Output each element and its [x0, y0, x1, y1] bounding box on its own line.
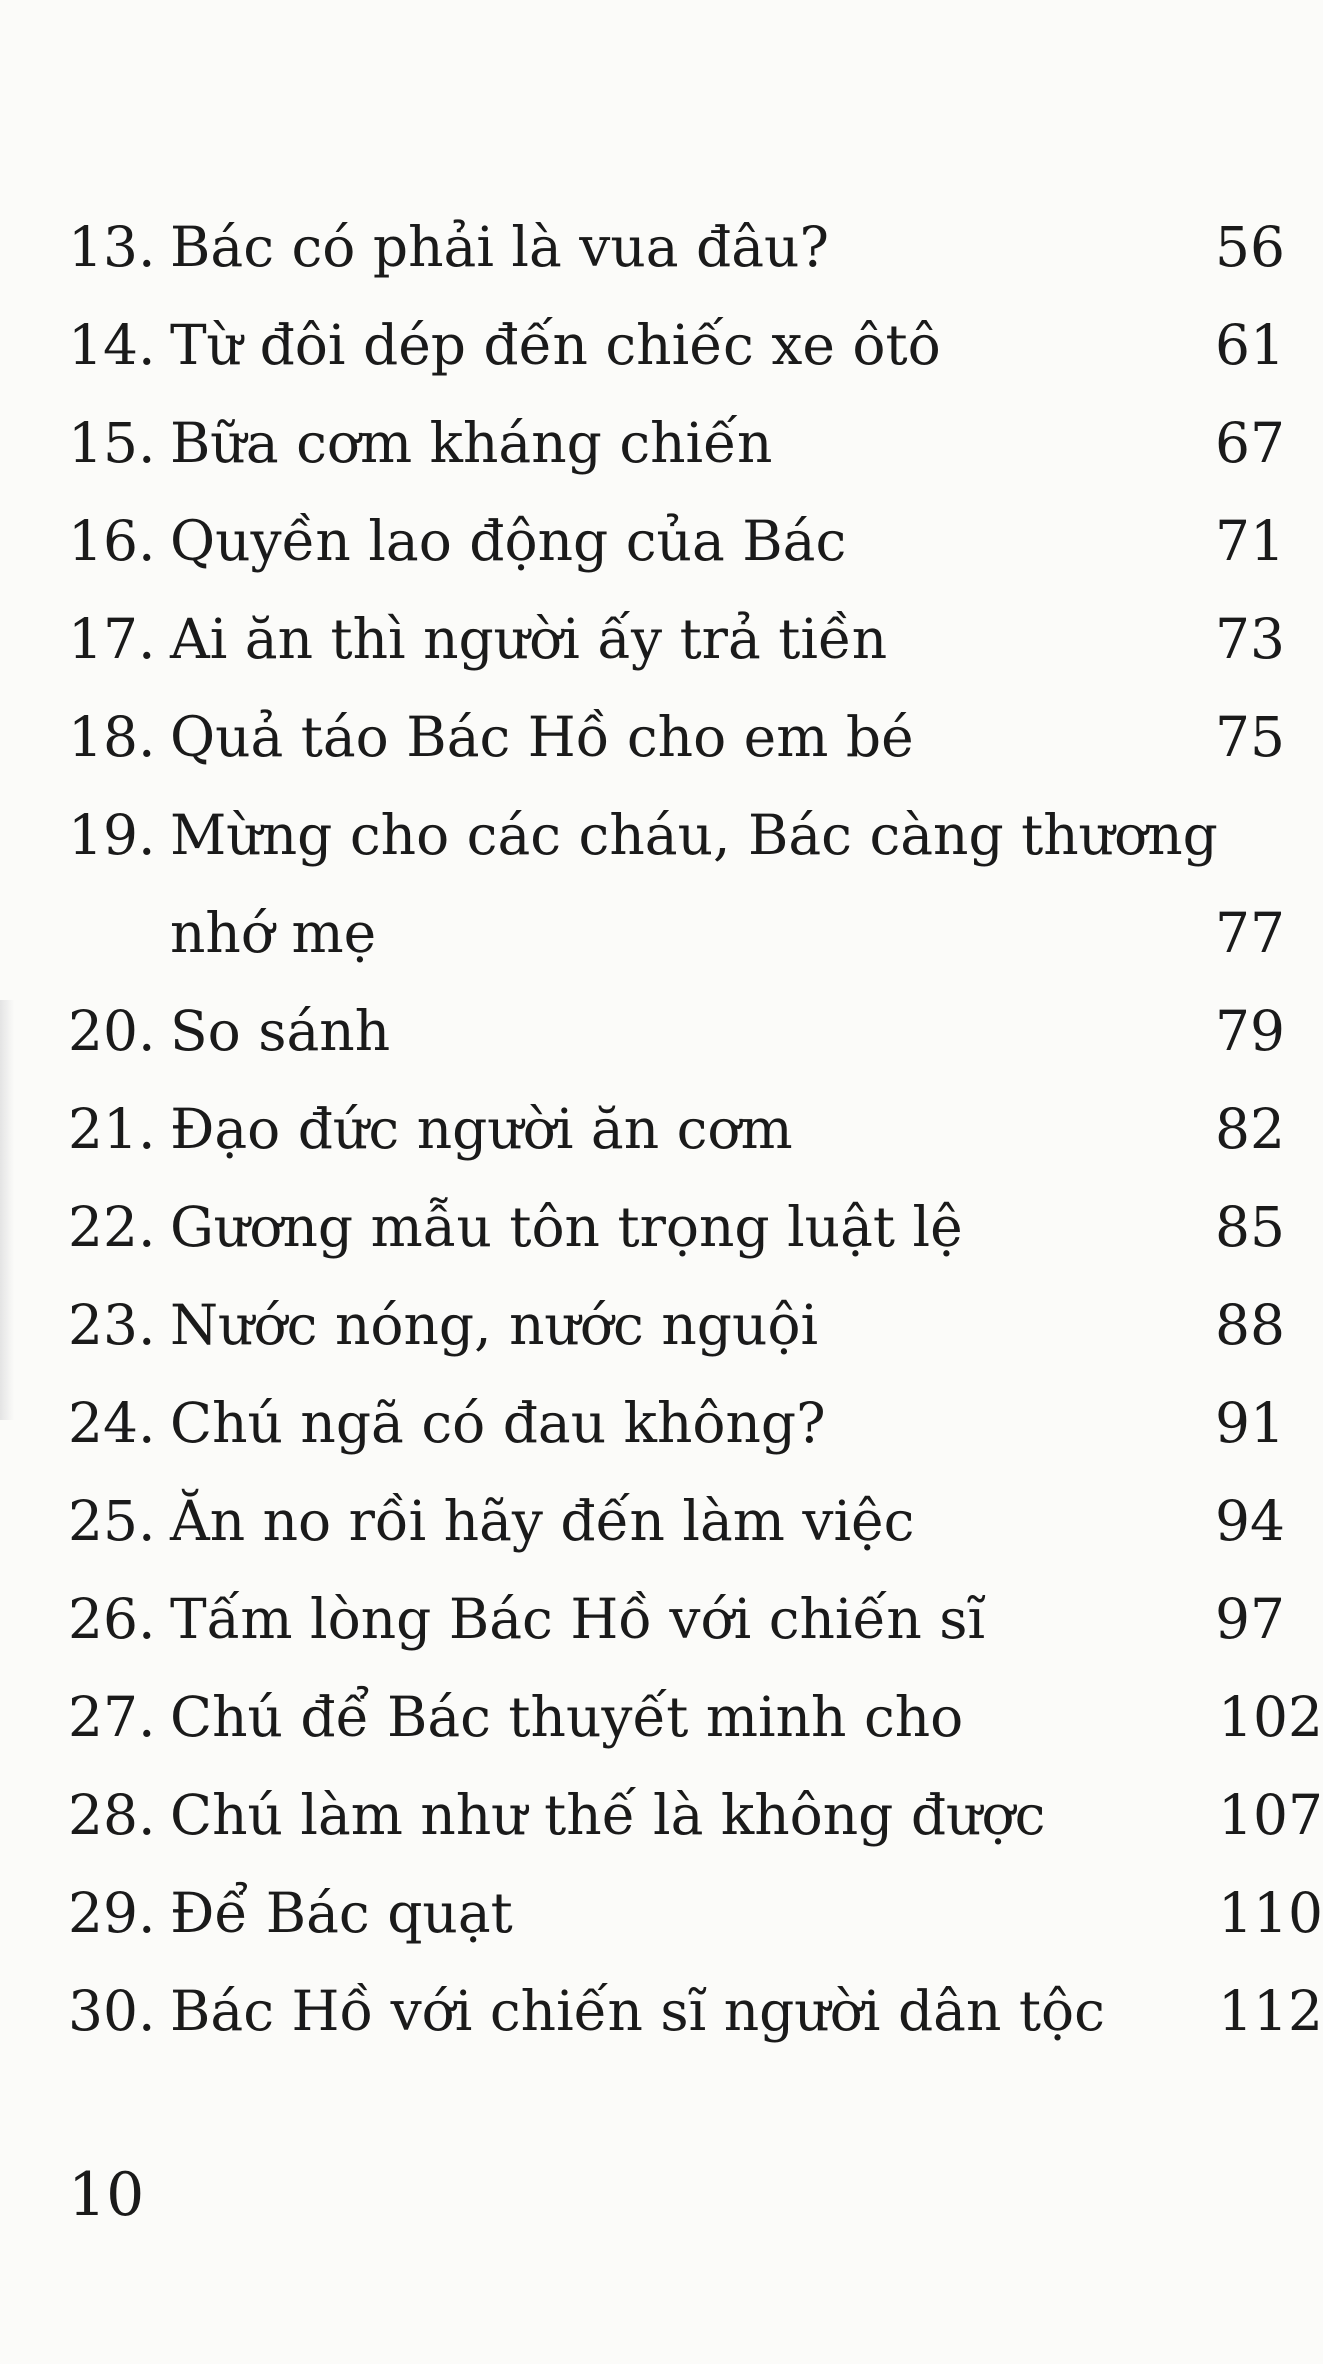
toc-entry-19-continuation[interactable]	[0, 884, 1308, 982]
entry-page: 73	[1215, 607, 1285, 671]
entry-number: 22.	[68, 1195, 156, 1259]
entry-page: 79	[1215, 999, 1285, 1063]
entry-number: 26.	[68, 1587, 156, 1651]
toc-entry-18[interactable]	[0, 688, 1308, 786]
entry-number: 16.	[68, 509, 156, 573]
entry-page: 67	[1215, 411, 1285, 475]
table-of-contents	[0, 198, 1323, 2060]
entry-page: 110	[1218, 1881, 1323, 1945]
entry-title: Gương mẫu tôn trọng luật lệ	[170, 1195, 963, 1259]
toc-entry-20[interactable]	[0, 982, 1308, 1080]
entry-page: 107	[1218, 1783, 1323, 1847]
entry-page: 82	[1215, 1097, 1285, 1161]
entry-page: 91	[1215, 1391, 1285, 1455]
entry-title: Từ đôi dép đến chiếc xe ôtô	[170, 313, 941, 377]
entry-title: Tấm lòng Bác Hồ với chiến sĩ	[170, 1587, 986, 1651]
entry-number: 17.	[68, 607, 156, 671]
entry-number: 21.	[68, 1097, 156, 1161]
toc-entry-27[interactable]	[0, 1668, 1323, 1766]
toc-entry-14[interactable]	[0, 296, 1308, 394]
toc-entry-22[interactable]	[0, 1178, 1308, 1276]
entry-page: 85	[1215, 1195, 1285, 1259]
entry-number: 23.	[68, 1293, 156, 1357]
entry-number: 14.	[68, 313, 156, 377]
toc-entry-28[interactable]	[0, 1766, 1323, 1864]
entry-page: 102	[1218, 1685, 1323, 1749]
entry-number: 27.	[68, 1685, 156, 1749]
entry-title: Chú làm như thế là không được	[170, 1783, 1046, 1847]
entry-number: 28.	[68, 1783, 156, 1847]
entry-title: So sánh	[170, 999, 391, 1063]
entry-page: 56	[1215, 215, 1285, 279]
entry-number: 20.	[68, 999, 156, 1063]
toc-entry-15[interactable]	[0, 394, 1308, 492]
toc-entry-26[interactable]	[0, 1570, 1308, 1668]
entry-page: 71	[1215, 509, 1285, 573]
entry-page: 97	[1215, 1587, 1285, 1651]
entry-title: Ăn no rồi hãy đến làm việc	[170, 1489, 915, 1553]
entry-title: Chú ngã có đau không?	[170, 1391, 826, 1455]
entry-number: 24.	[68, 1391, 156, 1455]
toc-entry-21[interactable]	[0, 1080, 1308, 1178]
entry-title: Bữa cơm kháng chiến	[170, 411, 773, 475]
entry-title: Để Bác quạt	[170, 1881, 513, 1945]
entry-number: 15.	[68, 411, 156, 475]
entry-number: 30.	[68, 1979, 156, 2043]
entry-title: Bác có phải là vua đâu?	[170, 215, 829, 279]
entry-number: 25.	[68, 1489, 156, 1553]
entry-title: Chú để Bác thuyết minh cho	[170, 1685, 964, 1749]
toc-entry-16[interactable]	[0, 492, 1308, 590]
toc-entry-17[interactable]	[0, 590, 1308, 688]
entry-title: Quả táo Bác Hồ cho em bé	[170, 705, 914, 769]
entry-page: 77	[1215, 901, 1285, 965]
entry-title: Nước nóng, nước nguội	[170, 1293, 819, 1357]
entry-page: 75	[1215, 705, 1285, 769]
toc-entry-24[interactable]	[0, 1374, 1308, 1472]
entry-number: 13.	[68, 215, 156, 279]
toc-entry-29[interactable]	[0, 1864, 1323, 1962]
entry-title-continuation: nhớ mẹ	[170, 901, 377, 965]
entry-page: 88	[1215, 1293, 1285, 1357]
entry-number: 18.	[68, 705, 156, 769]
entry-title: Đạo đức người ăn cơm	[170, 1097, 793, 1161]
entry-page: 112	[1218, 1979, 1323, 2043]
entry-title: Bác Hồ với chiến sĩ người dân tộc	[170, 1979, 1105, 2043]
entry-page: 61	[1215, 313, 1285, 377]
entry-title: Mừng cho các cháu, Bác càng thương	[170, 803, 1218, 867]
toc-entry-30[interactable]	[0, 1962, 1323, 2060]
entry-page: 94	[1215, 1489, 1285, 1553]
entry-number: 29.	[68, 1881, 156, 1945]
entry-title: Quyền lao động của Bác	[170, 509, 847, 573]
toc-entry-25[interactable]	[0, 1472, 1308, 1570]
entry-number: 19.	[68, 803, 156, 867]
entry-title: Ai ăn thì người ấy trả tiền	[170, 607, 888, 671]
toc-entry-23[interactable]	[0, 1276, 1308, 1374]
toc-entry-19[interactable]	[0, 786, 1308, 884]
page-number: 10	[68, 2160, 145, 2230]
toc-entry-13[interactable]	[0, 198, 1308, 296]
